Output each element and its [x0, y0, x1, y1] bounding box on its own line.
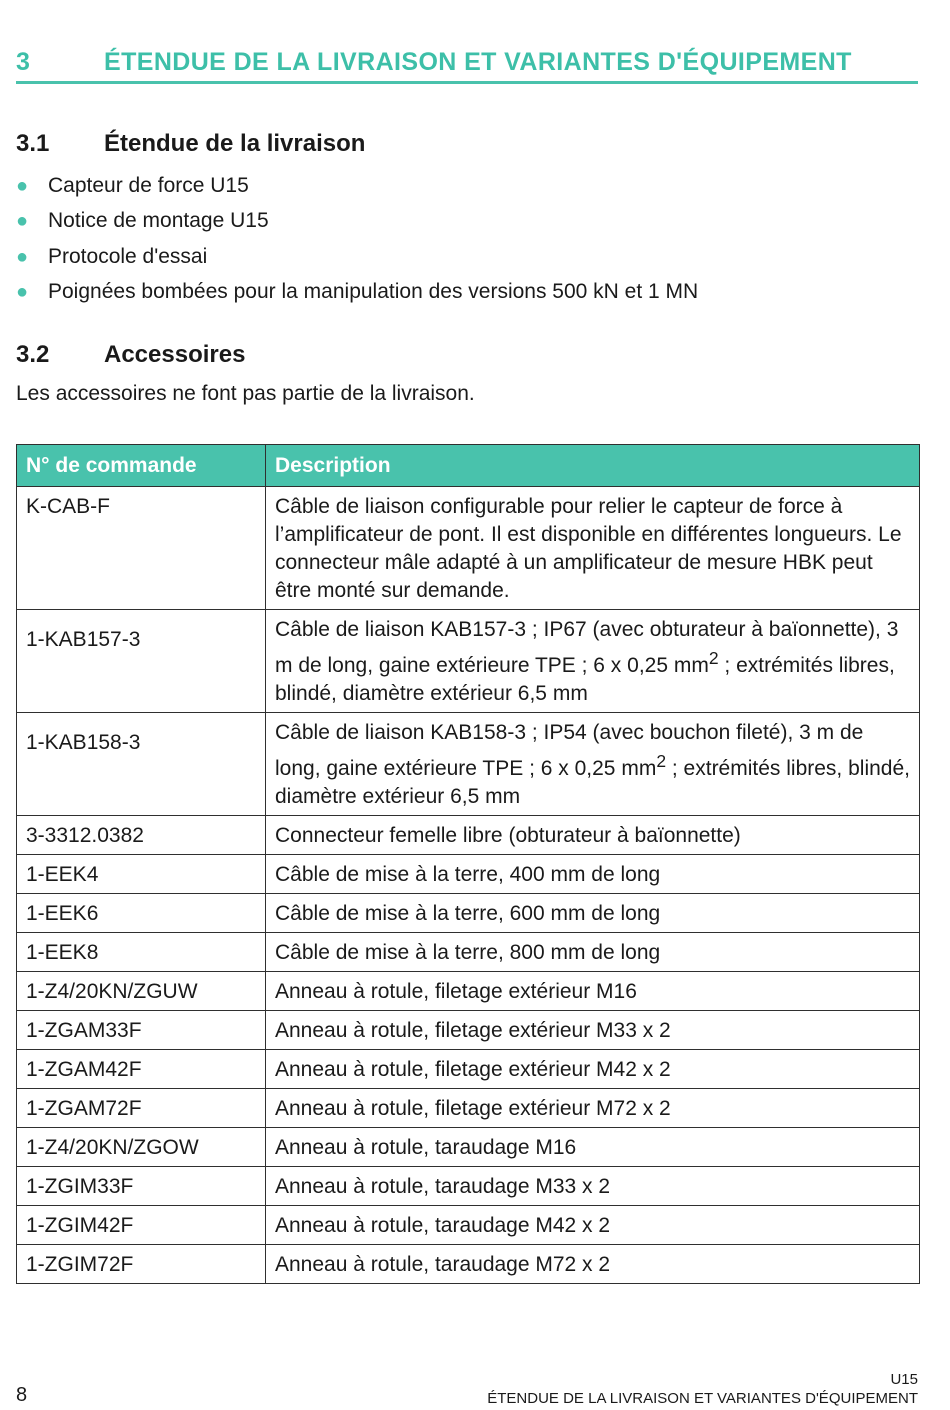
order-number-cell: 3-3312.0382	[17, 816, 266, 855]
chapter-number: 3	[16, 48, 31, 76]
order-number-cell: 1-ZGIM72F	[17, 1245, 266, 1284]
description-cell: Anneau à rotule, filetage extérieur M42 x 2	[266, 1050, 920, 1089]
description-cell: Anneau à rotule, filetage extérieur M16	[266, 972, 920, 1011]
table-row	[17, 1011, 920, 1050]
table-row	[17, 816, 920, 855]
page-number: 8	[16, 1384, 28, 1406]
description-cell: Anneau à rotule, taraudage M33 x 2	[266, 1167, 920, 1206]
delivery-list	[16, 171, 698, 312]
accessories-table	[16, 444, 920, 1284]
order-number-cell: 1-ZGIM33F	[17, 1167, 266, 1206]
description-cell: Câble de mise à la terre, 600 mm de long	[266, 894, 920, 933]
order-number-cell: 1-ZGAM72F	[17, 1089, 266, 1128]
bullet-icon: ●	[16, 280, 29, 303]
section-title: Accessoires	[104, 341, 246, 368]
table-row	[17, 610, 920, 713]
table-row	[17, 894, 920, 933]
order-number-cell: 1-Z4/20KN/ZGUW	[17, 972, 266, 1011]
list-item-text: Poignées bombées pour la manipulation des versions 500 kN et 1 MN	[48, 279, 699, 303]
description-cell: Anneau à rotule, taraudage M16	[266, 1128, 920, 1167]
description-text: Câble de liaison KAB157-3 ; IP67 (avec obturateur à baïonnette), 3 m de long, gaine extérieure TPE ; 6 x 0,25 mm	[275, 618, 899, 677]
table-row	[17, 487, 920, 610]
order-number-cell: 1-EEK6	[17, 894, 266, 933]
description-cell: Connecteur femelle libre (obturateur à baïonnette)	[266, 816, 920, 855]
order-number-cell: 1-ZGIM42F	[17, 1206, 266, 1245]
order-number-cell: 1-Z4/20KN/ZGOW	[17, 1128, 266, 1167]
order-number-cell: K-CAB-F	[17, 487, 266, 610]
order-number-cell: 1-ZGAM42F	[17, 1050, 266, 1089]
list-item-text: Protocole d'essai	[48, 244, 208, 268]
superscript: 2	[708, 648, 719, 668]
table-row	[17, 1206, 920, 1245]
list-item-text: Capteur de force U15	[48, 174, 249, 197]
column-header-description: Description	[266, 445, 920, 487]
list-item	[16, 277, 698, 312]
chapter-title: ÉTENDUE DE LA LIVRAISON ET VARIANTES D'ÉQUIPEMENT	[104, 48, 852, 76]
order-number-cell: 1-EEK8	[17, 933, 266, 972]
description-cell: Anneau à rotule, taraudage M42 x 2	[266, 1206, 920, 1245]
description-cell: Câble de mise à la terre, 800 mm de long	[266, 933, 920, 972]
table-row	[17, 855, 920, 894]
table-header-row	[17, 445, 920, 487]
description-cell: Anneau à rotule, filetage extérieur M33 x 2	[266, 1011, 920, 1050]
description-cell: Câble de mise à la terre, 400 mm de long	[266, 855, 920, 894]
footer-section-title: ÉTENDUE DE LA LIVRAISON ET VARIANTES D'ÉQUIPEMENT	[487, 1390, 918, 1407]
order-number-cell: 1-EEK4	[17, 855, 266, 894]
accessories-intro: Les accessoires ne font pas partie de la livraison.	[16, 382, 475, 405]
description-cell	[266, 713, 920, 816]
order-number-cell: 1-KAB157-3	[17, 610, 266, 713]
description-cell	[266, 610, 920, 713]
table-row	[17, 1050, 920, 1089]
chapter-heading	[16, 44, 918, 84]
description-cell: Câble de liaison configurable pour relier le capteur de force à l’amplificateur de pont. Il est disponible en différentes longueurs. Le connecteur mâle adapté à un amplificateur de mesure HBK peut être monté sur demande.	[266, 487, 920, 610]
table-row	[17, 1167, 920, 1206]
bullet-icon: ●	[16, 175, 29, 197]
table-row	[17, 1128, 920, 1167]
bullet-icon: ●	[16, 210, 29, 233]
order-number-cell: 1-ZGAM33F	[17, 1011, 266, 1050]
table-row	[17, 933, 920, 972]
list-item	[16, 242, 698, 277]
description-cell: Anneau à rotule, taraudage M72 x 2	[266, 1245, 920, 1284]
section-number: 3.1	[16, 130, 50, 157]
description-text: ; extrémités libres, blindé, diamètre extérieur 6,5 mm	[275, 757, 910, 808]
table-row	[17, 972, 920, 1011]
section-title: Étendue de la livraison	[104, 130, 366, 157]
list-item	[16, 206, 698, 241]
description-text: ; extrémités libres, blindé, diamètre extérieur 6,5 mm	[275, 654, 895, 705]
list-item	[16, 171, 698, 206]
superscript: 2	[656, 751, 667, 771]
order-number-cell: 1-KAB158-3	[17, 713, 266, 816]
column-header-order-number: N° de commande	[17, 445, 266, 487]
footer-product: U15	[890, 1371, 918, 1388]
table-row	[17, 1245, 920, 1284]
section-number: 3.2	[16, 341, 50, 368]
list-item-text: Notice de montage U15	[48, 209, 269, 233]
description-text: Câble de liaison KAB158-3 ; IP54 (avec bouchon fileté), 3 m de long, gaine extérieure TPE ; 6 x 0,25 mm	[275, 721, 864, 780]
table-row	[17, 1089, 920, 1128]
bullet-icon: ●	[16, 245, 29, 268]
table-row	[17, 713, 920, 816]
description-cell: Anneau à rotule, filetage extérieur M72 x 2	[266, 1089, 920, 1128]
